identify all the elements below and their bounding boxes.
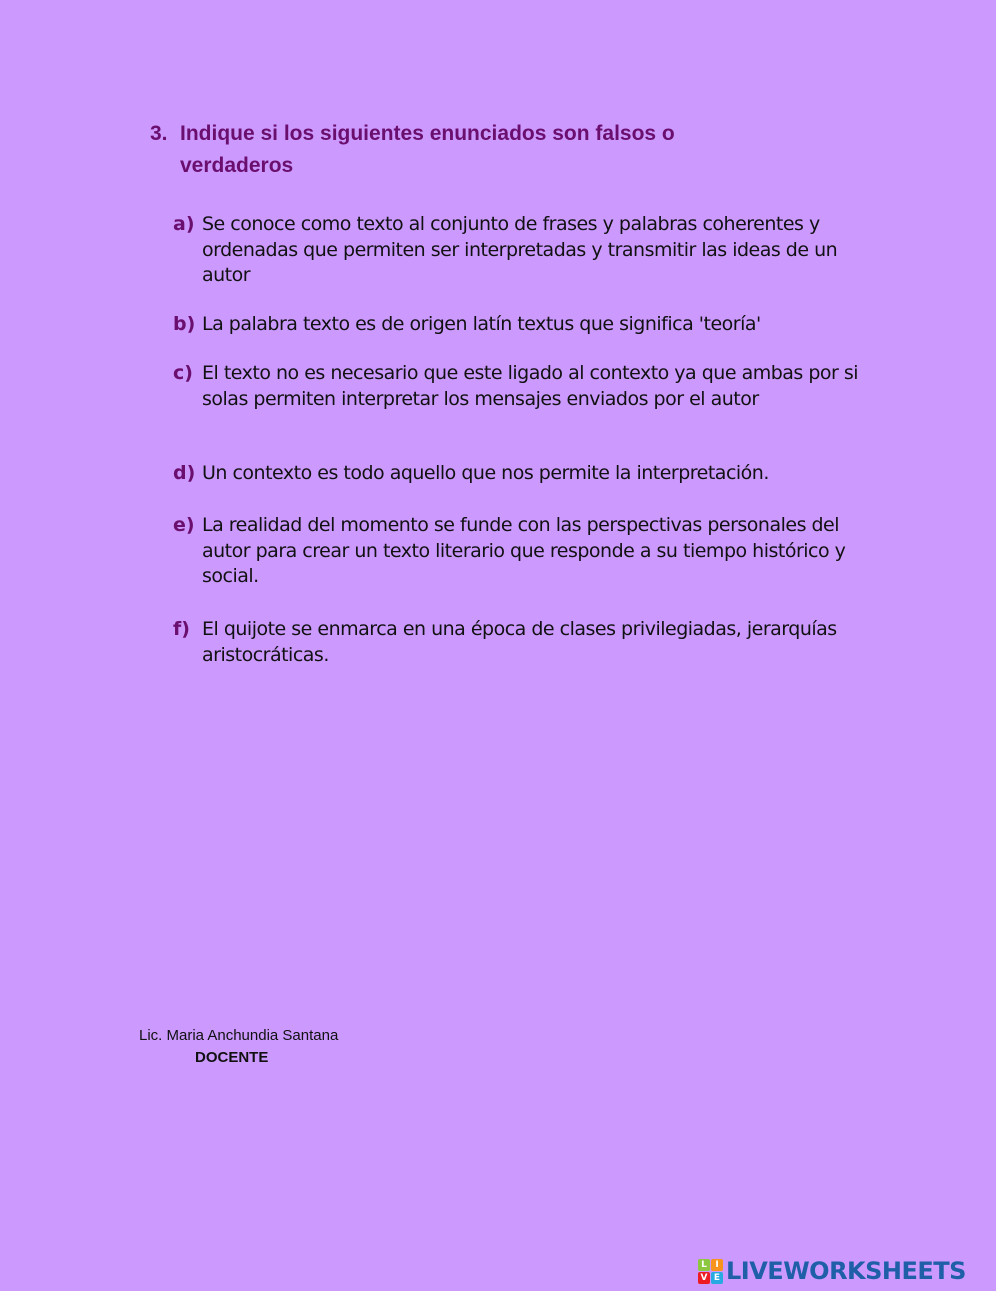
statement-letter: c) xyxy=(173,362,193,384)
statement-f[interactable] xyxy=(173,617,863,668)
logo-cell: V xyxy=(698,1272,710,1284)
statement-text: Se conoce como texto al conjunto de frases y palabras coherentes y ordenadas que permiten ser interpretadas y transmitir las ideas de un autor xyxy=(202,213,838,286)
question-title-line2: verdaderos xyxy=(180,154,294,177)
logo-cell: L xyxy=(698,1259,710,1271)
question-title xyxy=(150,118,850,182)
statement-letter: b) xyxy=(173,313,196,335)
page-right-edge xyxy=(996,0,1000,1291)
liveworksheets-watermark[interactable] xyxy=(698,1257,966,1285)
logo-cell: I xyxy=(711,1259,723,1271)
statement-text: Un contexto es todo aquello que nos permite la interpretación. xyxy=(202,462,769,484)
statement-b[interactable] xyxy=(173,312,863,338)
statement-text: La palabra texto es de origen latín textus que significa 'teoría' xyxy=(202,313,761,335)
liveworksheets-logo-icon xyxy=(698,1259,723,1284)
statement-c[interactable] xyxy=(173,361,863,412)
statement-a[interactable] xyxy=(173,212,863,289)
statement-letter: e) xyxy=(173,514,195,536)
logo-cell: E xyxy=(711,1272,723,1284)
signature-name: Lic. Maria Anchundia Santana xyxy=(139,1027,339,1044)
statement-letter: f) xyxy=(173,618,190,640)
statement-e[interactable] xyxy=(173,513,863,590)
statement-text: La realidad del momento se funde con las perspectivas personales del autor para crear un texto literario que responde a su tiempo histórico y social. xyxy=(202,514,846,587)
statement-d[interactable] xyxy=(173,461,863,487)
statement-letter: d) xyxy=(173,462,196,484)
question-number: 3. xyxy=(150,122,168,145)
signature-role: DOCENTE xyxy=(195,1049,269,1066)
question-title-line1: Indique si los siguientes enunciados son falsos o xyxy=(180,122,675,145)
statement-text: El texto no es necesario que este ligado al contexto ya que ambas por si solas permiten interpretar los mensajes enviados por el autor xyxy=(202,362,859,410)
liveworksheets-wordmark: LIVEWORKSHEETS xyxy=(726,1257,966,1285)
statement-text: El quijote se enmarca en una época de clases privilegiadas, jerarquías aristocráticas. xyxy=(202,618,837,666)
statement-letter: a) xyxy=(173,213,195,235)
